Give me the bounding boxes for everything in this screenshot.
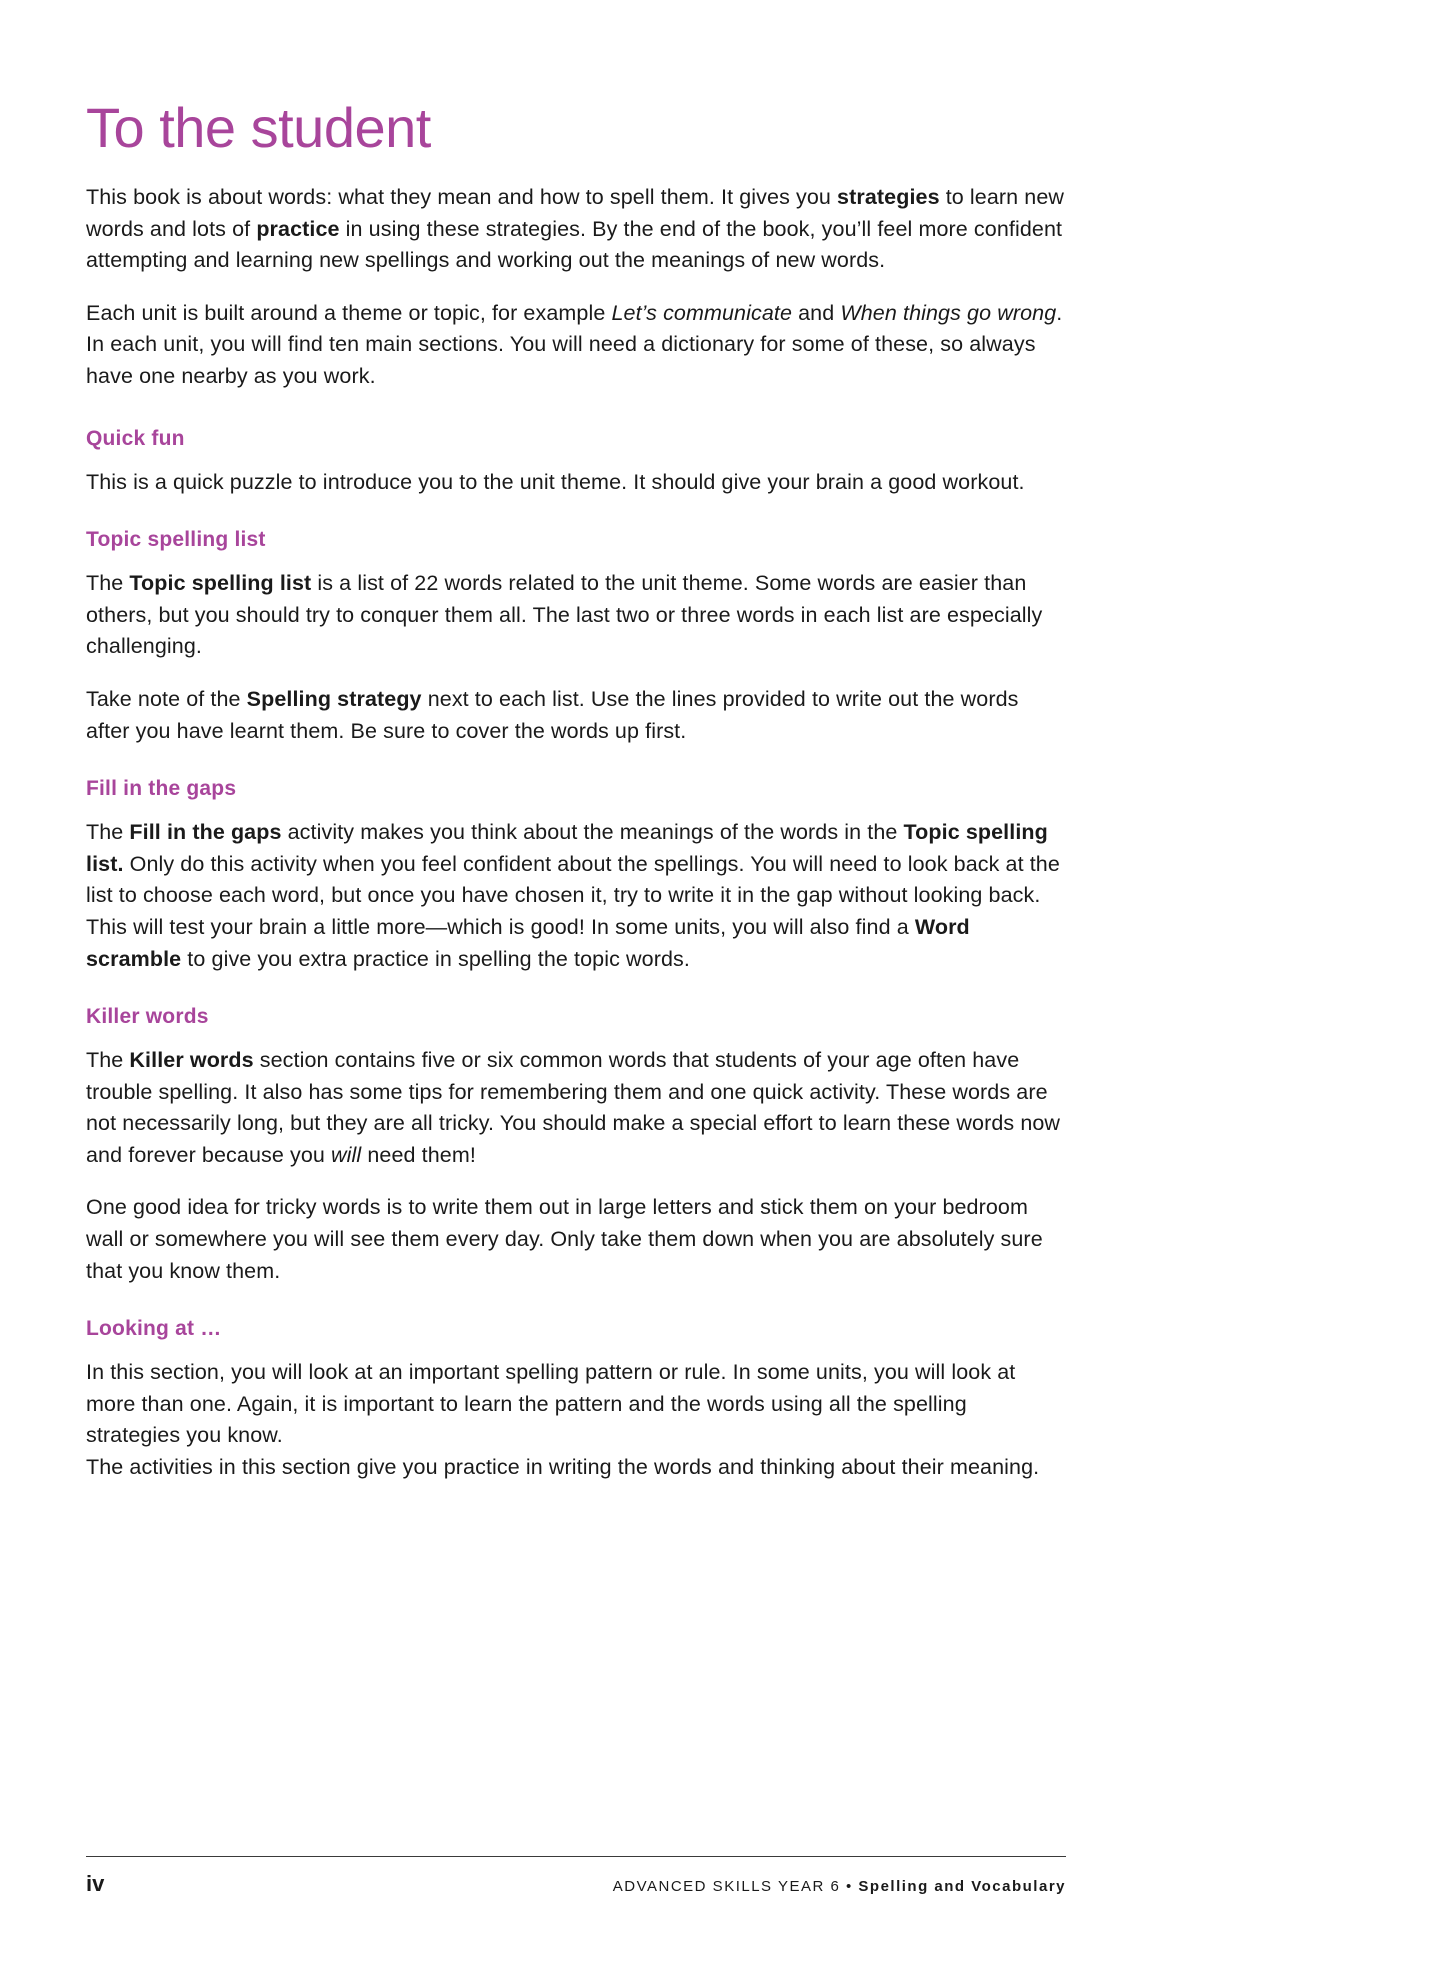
page-content [86,96,1066,1505]
text-run: is a list of 22 words related to the unit theme. Some words are easier than others, but you should try to conquer them all. The last two or three words in each list are especially challenging. [86,571,1043,659]
text-run: activity makes you think about the meanings of the words in the [281,820,904,845]
section-heading-quick-fun: Quick fun [86,426,185,450]
intro-paragraph-1 [86,182,1066,277]
bold-killer-words: Killer words [129,1048,254,1073]
text-run: The [86,820,130,845]
section-paragraph [86,568,1066,663]
bold-word-scramble: Word scramble [86,914,970,971]
text-run: In this section, you will look at an important spelling pattern or rule. In some units, you will look at more than one. Again, it is important to learn the pattern and the words using all the spelling strategies you know. [86,1360,1016,1448]
section-paragraph [86,1045,1066,1171]
intro-paragraph-2 [86,298,1066,393]
text-run: This book is about words: what they mean and how to spell them. It gives you [86,185,838,209]
section-heading-looking-at: Looking at … [86,1317,222,1341]
footer-series-title [613,1878,1066,1895]
section-paragraph [86,684,1066,747]
section-heading-killer-words: Killer words [86,1005,209,1029]
text-run: section contains five or six common words that students of your age often have trouble spelling. It also has some tips for remembering them and one quick activity. These words are not necessarily long, but they are all tricky. You should make a special effort to learn these words now and forever because you [86,1048,1061,1167]
section-paragraph [86,1357,1066,1452]
text-run: One good idea for tricky words is to write them out in large letters and stick them on your bedroom wall or somewhere you will see them every day. Only take them down when you are absolutely sure that you know them. [86,1195,1043,1283]
text-run: This is a quick puzzle to introduce you to the unit theme. It should give your brain a good workout. [86,469,1025,494]
footer-subject: Spelling and Vocabulary [858,1878,1066,1895]
page-title: To the student [86,96,431,159]
text-run: and [792,300,841,325]
footer-row [86,1871,1066,1897]
text-run: The [86,571,130,596]
section-paragraph [86,467,1066,499]
bold-practice: practice [256,216,340,241]
italic-lets-communicate: Let’s communicate [611,300,793,325]
bold-fill-in-the-gaps: Fill in the gaps [129,820,282,845]
page-footer [86,1856,1066,1897]
text-run: next to each list. Use the lines provided to write out the words after you have learnt them. Be sure to cover the words up first. [86,686,1019,743]
text-run: The activities in this section give you practice in writing the words and thinking about their meaning. [86,1455,1040,1480]
bold-topic-spelling-list: Topic spelling list. [86,820,1048,876]
section-heading-fill-in-the-gaps: Fill in the gaps [86,777,237,801]
section-heading-topic-spelling-list: Topic spelling list [86,528,266,552]
section-paragraph [86,1452,1066,1484]
text-run: ADVANCED SKILLS YEAR 6 • [612,1878,859,1895]
text-run: in using these strategies. By the end of the book, you’ll feel more confident attempting and learning new spellings and working out the meanings of new words. [86,216,1063,273]
text-run: The [86,1048,130,1073]
section-paragraph [86,1192,1066,1287]
bold-spelling-strategy: Spelling strategy [246,686,422,711]
footer-divider [86,1856,1066,1857]
italic-when-things-go-wrong: When things go wrong [840,300,1057,325]
italic-will: will [331,1142,362,1167]
page-number: iv [86,1871,105,1896]
bold-topic-spelling-list: Topic spelling list [129,571,312,596]
text-run: Only do this activity when you feel confident about the spellings. You will need to look back at the list to choose each word, but once you have chosen it, try to write it in the gap without looking back. This will test your brain a little more—which is good! In some units, you will also find a [86,851,1060,939]
text-run: Take note of the [86,686,247,711]
text-run: to learn new words and lots of [86,185,1065,241]
section-paragraph [86,817,1066,975]
text-run: . In each unit, you will find ten main sections. You will need a dictionary for some of these, so always have one nearby as you work. [86,300,1063,388]
text-run: to give you extra practice in spelling the topic words. [181,946,690,971]
text-run: need them! [361,1142,476,1167]
text-run: Each unit is built around a theme or topic, for example [86,300,612,325]
bold-strategies: strategies [837,185,940,209]
